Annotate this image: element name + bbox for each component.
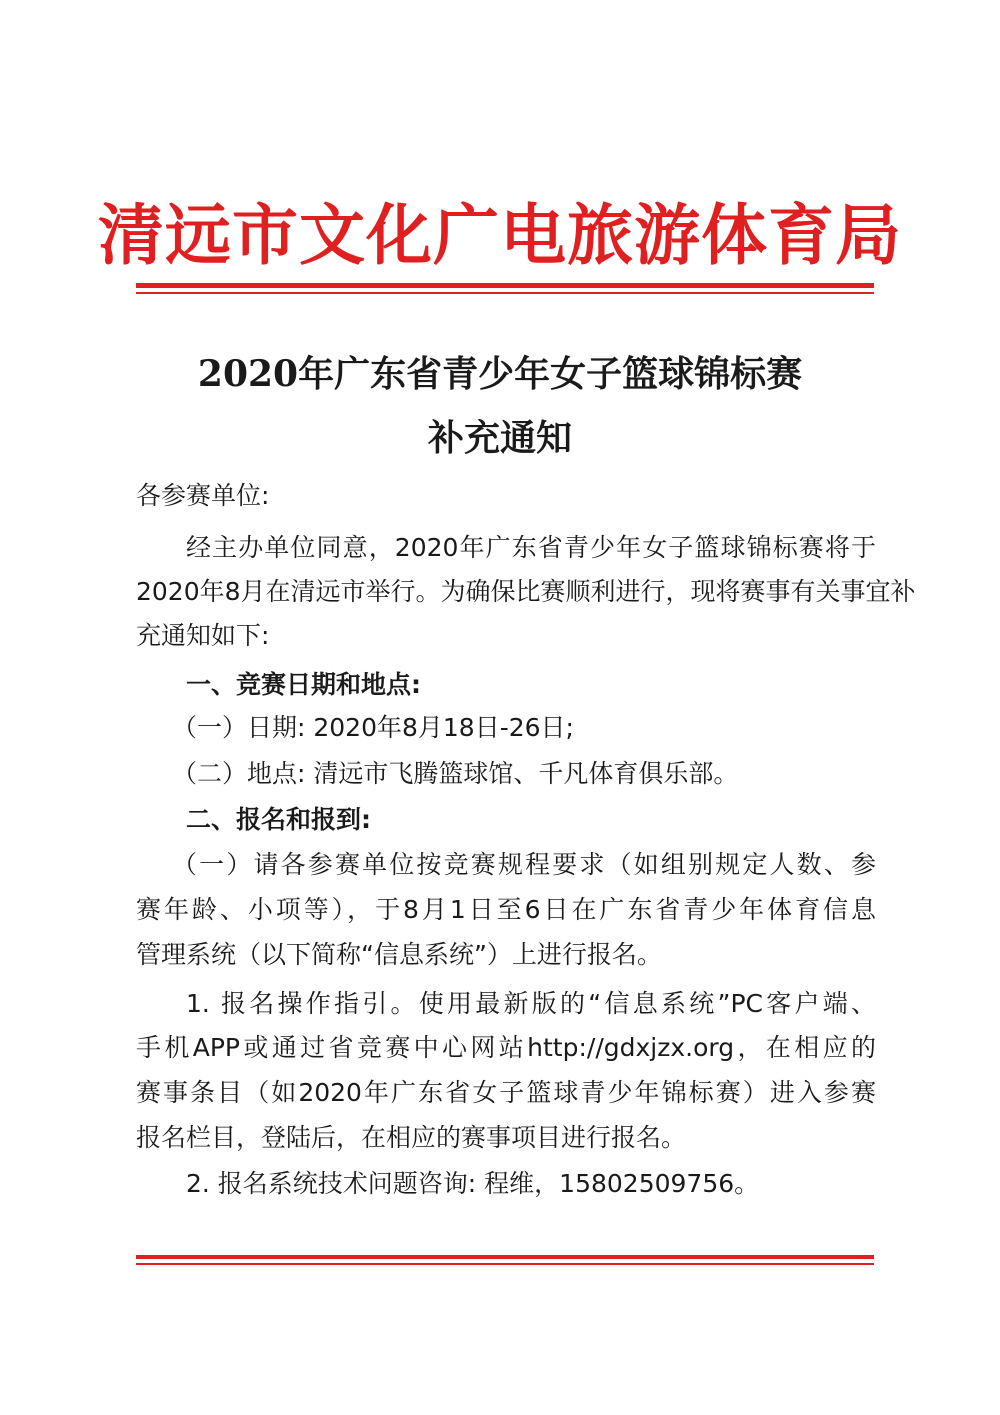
section2-para2-line-3: 赛事条目（如2020年广东省女子篮球青少年锦标赛）进入参赛: [136, 1078, 876, 1107]
title-line-2: 补充通知: [427, 417, 572, 459]
section2-para3: 2. 报名系统技术问题咨询: 程维，15802509756。: [186, 1169, 760, 1198]
footer-divider-thick: [136, 1255, 874, 1259]
section2-heading: 二、报名和报到:: [186, 805, 371, 834]
footer-divider-thin: [136, 1263, 874, 1265]
letterhead-org-name: 清远市文化广电旅游体育局: [98, 196, 902, 274]
section2-para2-line-1: 1. 报名操作指引。使用最新版的“信息系统”PC客户端、: [186, 989, 876, 1018]
section2-para2-line-2: 手机APP或通过省竞赛中心网站http://gdxjzx.org，在相应的: [136, 1033, 876, 1062]
intro-line-3: 充通知如下:: [136, 621, 270, 650]
section2-para1-line-2: 赛年龄、小项等），于8月1日至6日在广东省青少年体育信息: [136, 895, 876, 924]
intro-line-2: 2020年8月在清远市举行。为确保比赛顺利进行，现将赛事有关事宜补: [136, 577, 916, 606]
salutation: 各参赛单位:: [136, 481, 270, 510]
letterhead-divider-thin: [136, 292, 874, 294]
title-line-1: 2020年广东省青少年女子篮球锦标赛: [197, 353, 803, 395]
section1-heading: 一、竞赛日期和地点:: [186, 670, 421, 699]
section1-item-venue: （二）地点: 清远市飞腾篮球馆、千凡体育俱乐部。: [172, 759, 739, 788]
intro-line-1: 经主办单位同意，2020年广东省青少年女子篮球锦标赛将于: [186, 533, 876, 562]
section2-para2-line-4: 报名栏目，登陆后，在相应的赛事项目进行报名。: [136, 1123, 687, 1152]
section2-para1-line-1: （一）请各参赛单位按竞赛规程要求（如组别规定人数、参: [172, 850, 876, 879]
section1-item-date: （一）日期: 2020年8月18日-26日;: [172, 713, 574, 742]
letterhead-divider-thick: [136, 283, 874, 288]
section2-para1-line-3: 管理系统（以下简称“信息系统”）上进行报名。: [136, 940, 662, 969]
